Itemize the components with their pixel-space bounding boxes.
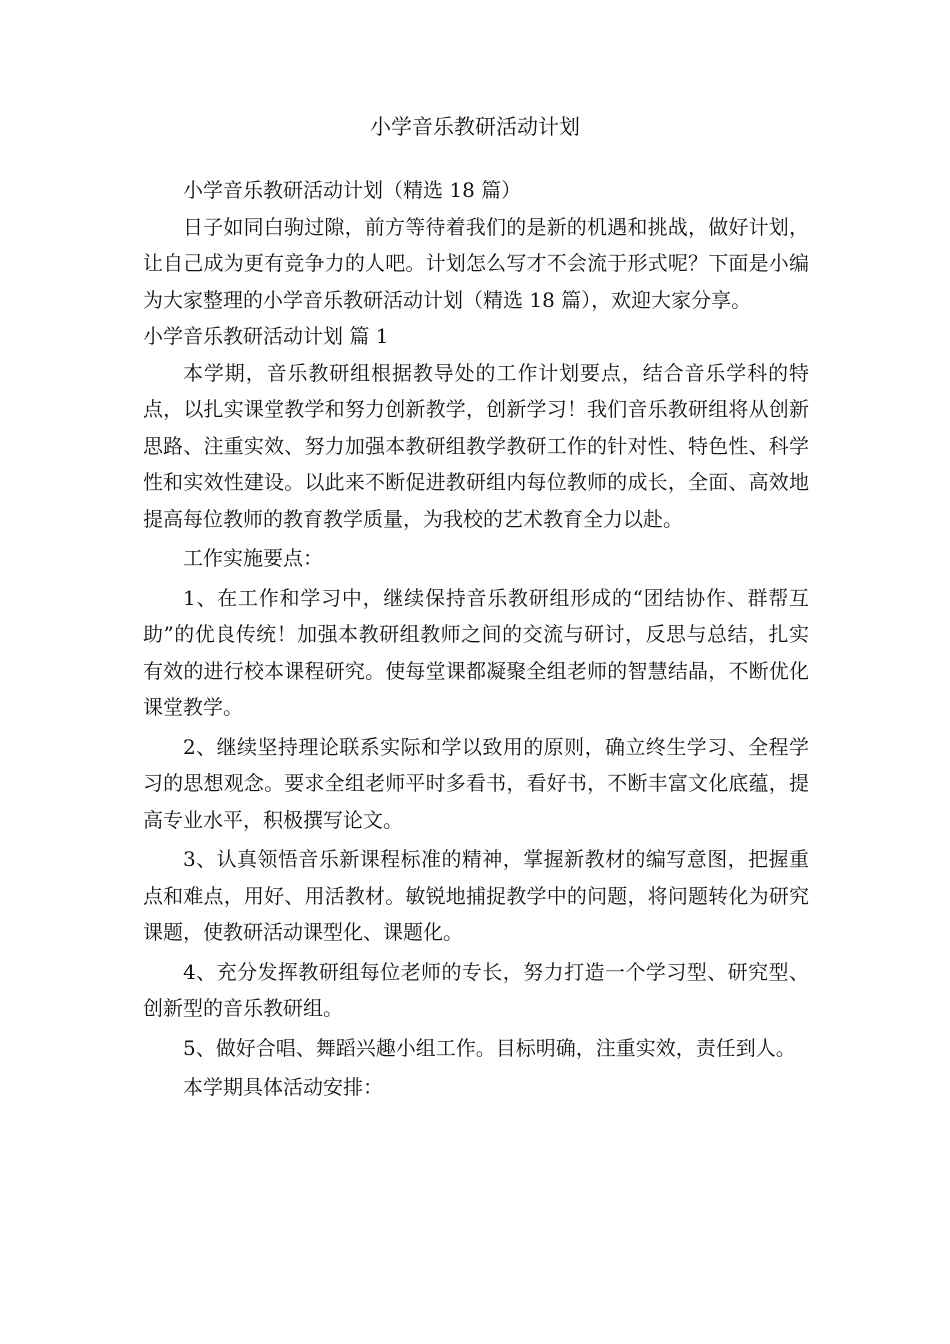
point-2-paragraph: 2、继续坚持理论联系实际和学以致用的原则，确立终生学习、全程学习的思想观念。要求全组老师平时多看书，看好书，不断丰富文化底蕴，提高专业水平，积极撰写论文。 [143, 734, 809, 832]
schedule-heading: 本学期具体活动安排： [183, 1075, 383, 1099]
subtitle-paragraph: 小学音乐教研活动计划（精选 18 篇） [183, 178, 522, 202]
document-body [143, 172, 809, 1106]
overview-paragraph: 本学期，音乐教研组根据教导处的工作计划要点，结合音乐学科的特点，以扎实课堂教学和努力创新教学，创新学习！我们音乐教研组将从创新思路、注重实效、努力加强本教研组教学教研工作的针对性、特色性、科学性和实效性建设。以此来不断促进教研组内每位教师的成长，全面、高效地提高每位教师的教育教学质量，为我校的艺术教育全力以赴。 [143, 360, 809, 531]
point-3-paragraph: 3、认真领悟音乐新课程标准的精神，掌握新教材的编写意图，把握重点和难点，用好、用活教材。敏锐地捕捉教学中的问题，将问题转化为研究课题，使教研活动课型化、课题化。 [143, 847, 809, 944]
section-heading: 小学音乐教研活动计划 篇 1 [143, 324, 389, 348]
intro-paragraph: 日子如同白驹过隙，前方等待着我们的是新的机遇和挑战，做好计划，让自己成为更有竞争力的人吧。计划怎么写才不会流于形式呢？下面是小编为大家整理的小学音乐教研活动计划（精选 18 篇），欢迎大家分享。 [143, 214, 809, 312]
document-title: 小学音乐教研活动计划 [370, 115, 580, 139]
point-4-paragraph: 4、充分发挥教研组每位老师的专长，努力打造一个学习型、研究型、创新型的音乐教研组。 [143, 959, 809, 1020]
key-points-heading: 工作实施要点： [183, 546, 323, 570]
point-5-paragraph: 5、做好合唱、舞蹈兴趣小组工作。目标明确，注重实效，责任到人。 [183, 1035, 796, 1060]
point-1-paragraph: 1、在工作和学习中，继续保持音乐教研组形成的“团结协作、群帮互助”的优良传统！加强本教研组教师之间的交流与研讨，反思与总结，扎实有效的进行校本课程研究。使每堂课都凝聚全组老师的智慧结晶，不断优化课堂教学。 [143, 585, 809, 719]
